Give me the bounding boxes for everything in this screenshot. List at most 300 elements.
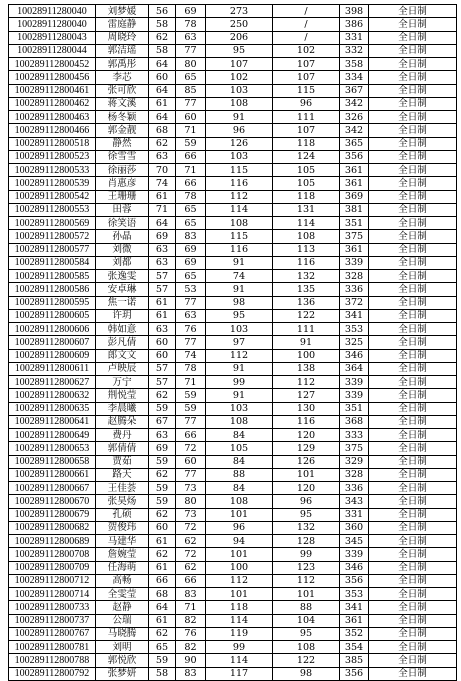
table-row	[9, 561, 457, 574]
candidate-id-cell: 100289112800689	[9, 535, 96, 548]
candidate-id-cell: 100289112800709	[9, 561, 96, 574]
subject-one-score-cell: 112	[206, 349, 273, 362]
table-row	[9, 71, 457, 84]
table-row	[9, 389, 457, 402]
subject-two-score-cell: /	[273, 5, 340, 18]
study-mode-cell: 全日制	[369, 124, 457, 137]
foreign-language-score-cell: 77	[176, 97, 206, 110]
total-score-cell: 341	[340, 601, 369, 614]
politics-score-cell: 58	[149, 44, 176, 57]
candidate-id-cell: 100289112800733	[9, 601, 96, 614]
subject-one-score-cell: 107	[206, 58, 273, 71]
subject-two-score-cell: 113	[273, 243, 340, 256]
name-cell: 贾茹	[96, 455, 149, 468]
candidate-id-cell: 100289112800456	[9, 71, 96, 84]
total-score-cell: 361	[340, 164, 369, 177]
name-cell: 贺俊玮	[96, 521, 149, 534]
name-cell: 郭倩倩	[96, 442, 149, 455]
candidate-id-cell: 10028911280040	[9, 18, 96, 31]
name-cell: 许玥	[96, 309, 149, 322]
candidate-id-cell: 100289112800586	[9, 283, 96, 296]
subject-two-score-cell: 99	[273, 548, 340, 561]
table-row	[9, 150, 457, 163]
name-cell: 雷庭静	[96, 18, 149, 31]
subject-one-score-cell: 91	[206, 389, 273, 402]
subject-two-score-cell: 128	[273, 535, 340, 548]
candidate-id-cell: 100289112800533	[9, 164, 96, 177]
table-row	[9, 164, 457, 177]
name-cell: 杨冬颖	[96, 111, 149, 124]
foreign-language-score-cell: 73	[176, 482, 206, 495]
subject-one-score-cell: 101	[206, 548, 273, 561]
politics-score-cell: 68	[149, 588, 176, 601]
candidate-id-cell: 100289112800553	[9, 203, 96, 216]
name-cell: 徐笑语	[96, 217, 149, 230]
total-score-cell: 358	[340, 58, 369, 71]
subject-two-score-cell: 105	[273, 177, 340, 190]
subject-one-score-cell: 103	[206, 150, 273, 163]
foreign-language-score-cell: 74	[176, 349, 206, 362]
subject-two-score-cell: 112	[273, 376, 340, 389]
politics-score-cell: 62	[149, 627, 176, 640]
candidate-id-cell: 10028911280043	[9, 31, 96, 44]
subject-two-score-cell: 124	[273, 150, 340, 163]
total-score-cell: 354	[340, 641, 369, 654]
candidate-id-cell: 100289112800609	[9, 349, 96, 362]
table-row	[9, 84, 457, 97]
foreign-language-score-cell: 72	[176, 548, 206, 561]
subject-two-score-cell: /	[273, 18, 340, 31]
foreign-language-score-cell: 60	[176, 455, 206, 468]
subject-one-score-cell: 101	[206, 508, 273, 521]
name-cell: 田蓉	[96, 203, 149, 216]
table-row	[9, 654, 457, 667]
politics-score-cell: 59	[149, 455, 176, 468]
subject-one-score-cell: 88	[206, 468, 273, 481]
politics-score-cell: 70	[149, 164, 176, 177]
foreign-language-score-cell: 59	[176, 137, 206, 150]
subject-two-score-cell: 116	[273, 415, 340, 428]
foreign-language-score-cell: 77	[176, 44, 206, 57]
study-mode-cell: 全日制	[369, 270, 457, 283]
study-mode-cell: 全日制	[369, 455, 457, 468]
candidate-id-cell: 100289112800641	[9, 415, 96, 428]
total-score-cell: 339	[340, 548, 369, 561]
table-row	[9, 336, 457, 349]
total-score-cell: 334	[340, 71, 369, 84]
study-mode-cell: 全日制	[369, 521, 457, 534]
candidate-id-cell: 100289112800788	[9, 654, 96, 667]
subject-one-score-cell: 115	[206, 164, 273, 177]
subject-one-score-cell: 99	[206, 376, 273, 389]
name-cell: 刘都	[96, 256, 149, 269]
foreign-language-score-cell: 65	[176, 71, 206, 84]
subject-one-score-cell: 112	[206, 574, 273, 587]
study-mode-cell: 全日制	[369, 5, 457, 18]
subject-one-score-cell: 101	[206, 588, 273, 601]
subject-two-score-cell: 122	[273, 309, 340, 322]
study-mode-cell: 全日制	[369, 177, 457, 190]
foreign-language-score-cell: 65	[176, 270, 206, 283]
study-mode-cell: 全日制	[369, 336, 457, 349]
politics-score-cell: 64	[149, 217, 176, 230]
table-row	[9, 137, 457, 150]
table-row	[9, 31, 457, 44]
study-mode-cell: 全日制	[369, 256, 457, 269]
study-mode-cell: 全日制	[369, 84, 457, 97]
candidate-id-cell: 100289112800679	[9, 508, 96, 521]
subject-one-score-cell: 119	[206, 627, 273, 640]
foreign-language-score-cell: 63	[176, 309, 206, 322]
table-row	[9, 667, 457, 680]
subject-two-score-cell: 95	[273, 627, 340, 640]
total-score-cell: 342	[340, 124, 369, 137]
candidate-id-cell: 100289112800569	[9, 217, 96, 230]
subject-two-score-cell: /	[273, 31, 340, 44]
name-cell: 蒋文溪	[96, 97, 149, 110]
foreign-language-score-cell: 62	[176, 535, 206, 548]
subject-two-score-cell: 96	[273, 97, 340, 110]
total-score-cell: 343	[340, 495, 369, 508]
foreign-language-score-cell: 66	[176, 574, 206, 587]
study-mode-cell: 全日制	[369, 627, 457, 640]
subject-two-score-cell: 127	[273, 389, 340, 402]
study-mode-cell: 全日制	[369, 495, 457, 508]
study-mode-cell: 全日制	[369, 429, 457, 442]
subject-one-score-cell: 94	[206, 535, 273, 548]
politics-score-cell: 66	[149, 574, 176, 587]
subject-two-score-cell: 105	[273, 164, 340, 177]
candidate-id-cell: 100289112800605	[9, 309, 96, 322]
candidate-id-cell: 100289112800607	[9, 336, 96, 349]
total-score-cell: 329	[340, 455, 369, 468]
subject-one-score-cell: 103	[206, 323, 273, 336]
name-cell: 王珊珊	[96, 190, 149, 203]
politics-score-cell: 61	[149, 535, 176, 548]
politics-score-cell: 59	[149, 654, 176, 667]
study-mode-cell: 全日制	[369, 415, 457, 428]
subject-two-score-cell: 130	[273, 402, 340, 415]
total-score-cell: 328	[340, 270, 369, 283]
table-row	[9, 402, 457, 415]
subject-two-score-cell: 101	[273, 588, 340, 601]
name-cell: 张可欣	[96, 84, 149, 97]
total-score-cell: 328	[340, 468, 369, 481]
table-row	[9, 521, 457, 534]
politics-score-cell: 61	[149, 309, 176, 322]
subject-two-score-cell: 96	[273, 495, 340, 508]
subject-one-score-cell: 99	[206, 641, 273, 654]
table-row	[9, 217, 457, 230]
subject-one-score-cell: 74	[206, 270, 273, 283]
subject-one-score-cell: 95	[206, 309, 273, 322]
subject-two-score-cell: 107	[273, 124, 340, 137]
study-mode-cell: 全日制	[369, 601, 457, 614]
name-cell: 全雯莹	[96, 588, 149, 601]
name-cell: 郭金靓	[96, 124, 149, 137]
subject-two-score-cell: 108	[273, 641, 340, 654]
name-cell: 张梦妍	[96, 667, 149, 680]
politics-score-cell: 57	[149, 376, 176, 389]
foreign-language-score-cell: 73	[176, 508, 206, 521]
study-mode-cell: 全日制	[369, 137, 457, 150]
candidate-id-cell: 100289112800635	[9, 402, 96, 415]
politics-score-cell: 63	[149, 243, 176, 256]
study-mode-cell: 全日制	[369, 548, 457, 561]
subject-one-score-cell: 102	[206, 71, 273, 84]
table-row	[9, 124, 457, 137]
score-table-body	[9, 5, 457, 681]
candidate-id-cell: 100289112800792	[9, 667, 96, 680]
foreign-language-score-cell: 53	[176, 283, 206, 296]
subject-two-score-cell: 112	[273, 574, 340, 587]
subject-two-score-cell: 120	[273, 429, 340, 442]
total-score-cell: 368	[340, 415, 369, 428]
name-cell: 李晨曦	[96, 402, 149, 415]
study-mode-cell: 全日制	[369, 535, 457, 548]
candidate-id-cell: 100289112800577	[9, 243, 96, 256]
subject-two-score-cell: 135	[273, 283, 340, 296]
candidate-id-cell: 100289112800737	[9, 614, 96, 627]
study-mode-cell: 全日制	[369, 309, 457, 322]
candidate-id-cell: 100289112800708	[9, 548, 96, 561]
table-row	[9, 574, 457, 587]
table-row	[9, 283, 457, 296]
foreign-language-score-cell: 60	[176, 111, 206, 124]
subject-two-score-cell: 116	[273, 256, 340, 269]
candidate-id-cell: 100289112800682	[9, 521, 96, 534]
total-score-cell: 365	[340, 137, 369, 150]
subject-one-score-cell: 96	[206, 124, 273, 137]
subject-one-score-cell: 116	[206, 243, 273, 256]
table-row	[9, 230, 457, 243]
subject-one-score-cell: 112	[206, 190, 273, 203]
candidate-id-cell: 100289112800653	[9, 442, 96, 455]
candidate-id-cell: 100289112800466	[9, 124, 96, 137]
candidate-id-cell: 100289112800584	[9, 256, 96, 269]
subject-two-score-cell: 115	[273, 84, 340, 97]
study-mode-cell: 全日制	[369, 574, 457, 587]
table-row	[9, 455, 457, 468]
total-score-cell: 353	[340, 323, 369, 336]
subject-two-score-cell: 122	[273, 654, 340, 667]
foreign-language-score-cell: 83	[176, 588, 206, 601]
table-row	[9, 495, 457, 508]
table-row	[9, 429, 457, 442]
politics-score-cell: 64	[149, 111, 176, 124]
study-mode-cell: 全日制	[369, 442, 457, 455]
subject-one-score-cell: 116	[206, 177, 273, 190]
total-score-cell: 356	[340, 667, 369, 680]
study-mode-cell: 全日制	[369, 190, 457, 203]
subject-two-score-cell: 104	[273, 614, 340, 627]
politics-score-cell: 58	[149, 667, 176, 680]
total-score-cell: 336	[340, 283, 369, 296]
subject-one-score-cell: 84	[206, 455, 273, 468]
foreign-language-score-cell: 69	[176, 5, 206, 18]
table-row	[9, 18, 457, 31]
politics-score-cell: 69	[149, 442, 176, 455]
subject-one-score-cell: 108	[206, 97, 273, 110]
candidate-id-cell: 100289112800542	[9, 190, 96, 203]
total-score-cell: 351	[340, 217, 369, 230]
candidate-id-cell: 100289112800714	[9, 588, 96, 601]
study-mode-cell: 全日制	[369, 482, 457, 495]
total-score-cell: 361	[340, 243, 369, 256]
politics-score-cell: 63	[149, 429, 176, 442]
subject-two-score-cell: 101	[273, 468, 340, 481]
foreign-language-score-cell: 78	[176, 362, 206, 375]
foreign-language-score-cell: 77	[176, 415, 206, 428]
table-row	[9, 203, 457, 216]
politics-score-cell: 63	[149, 323, 176, 336]
table-row	[9, 58, 457, 71]
politics-score-cell: 59	[149, 495, 176, 508]
subject-two-score-cell: 118	[273, 137, 340, 150]
candidate-id-cell: 100289112800632	[9, 389, 96, 402]
subject-one-score-cell: 118	[206, 601, 273, 614]
foreign-language-score-cell: 59	[176, 389, 206, 402]
subject-two-score-cell: 107	[273, 58, 340, 71]
foreign-language-score-cell: 82	[176, 614, 206, 627]
politics-score-cell: 60	[149, 336, 176, 349]
name-cell: 周晓玲	[96, 31, 149, 44]
candidate-id-cell: 10028911280044	[9, 44, 96, 57]
foreign-language-score-cell: 69	[176, 256, 206, 269]
politics-score-cell: 59	[149, 482, 176, 495]
politics-score-cell: 57	[149, 270, 176, 283]
subject-one-score-cell: 250	[206, 18, 273, 31]
candidate-id-cell: 100289112800606	[9, 323, 96, 336]
subject-one-score-cell: 105	[206, 442, 273, 455]
name-cell: 詹婉莹	[96, 548, 149, 561]
name-cell: 高畅	[96, 574, 149, 587]
foreign-language-score-cell: 66	[176, 150, 206, 163]
table-row	[9, 627, 457, 640]
name-cell: 徐雪雪	[96, 150, 149, 163]
subject-two-score-cell: 102	[273, 44, 340, 57]
table-row	[9, 256, 457, 269]
politics-score-cell: 56	[149, 5, 176, 18]
politics-score-cell: 61	[149, 614, 176, 627]
subject-one-score-cell: 126	[206, 137, 273, 150]
subject-two-score-cell: 118	[273, 190, 340, 203]
candidate-id-cell: 100289112800462	[9, 97, 96, 110]
subject-one-score-cell: 103	[206, 84, 273, 97]
total-score-cell: 339	[340, 256, 369, 269]
study-mode-cell: 全日制	[369, 230, 457, 243]
name-cell: 徐丽莎	[96, 164, 149, 177]
politics-score-cell: 74	[149, 177, 176, 190]
subject-one-score-cell: 117	[206, 667, 273, 680]
foreign-language-score-cell: 66	[176, 429, 206, 442]
total-score-cell: 398	[340, 5, 369, 18]
total-score-cell: 361	[340, 614, 369, 627]
total-score-cell: 385	[340, 654, 369, 667]
table-row	[9, 243, 457, 256]
subject-one-score-cell: 273	[206, 5, 273, 18]
study-mode-cell: 全日制	[369, 588, 457, 601]
subject-one-score-cell: 95	[206, 44, 273, 57]
foreign-language-score-cell: 59	[176, 402, 206, 415]
foreign-language-score-cell: 77	[176, 336, 206, 349]
table-row	[9, 177, 457, 190]
total-score-cell: 346	[340, 349, 369, 362]
politics-score-cell: 60	[149, 349, 176, 362]
politics-score-cell: 58	[149, 18, 176, 31]
subject-one-score-cell: 206	[206, 31, 273, 44]
candidate-id-cell: 100289112800523	[9, 150, 96, 163]
name-cell: 任海萌	[96, 561, 149, 574]
name-cell: 静然	[96, 137, 149, 150]
politics-score-cell: 61	[149, 561, 176, 574]
name-cell: 刘明	[96, 641, 149, 654]
name-cell: 马晓腾	[96, 627, 149, 640]
study-mode-cell: 全日制	[369, 150, 457, 163]
candidate-id-cell: 100289112800518	[9, 137, 96, 150]
candidate-id-cell: 100289112800661	[9, 468, 96, 481]
politics-score-cell: 61	[149, 296, 176, 309]
total-score-cell: 381	[340, 203, 369, 216]
subject-two-score-cell: 100	[273, 349, 340, 362]
table-row	[9, 548, 457, 561]
politics-score-cell: 62	[149, 468, 176, 481]
total-score-cell: 339	[340, 376, 369, 389]
politics-score-cell: 63	[149, 150, 176, 163]
foreign-language-score-cell: 69	[176, 243, 206, 256]
total-score-cell: 339	[340, 389, 369, 402]
table-row	[9, 97, 457, 110]
politics-score-cell: 60	[149, 521, 176, 534]
candidate-id-cell: 100289112800539	[9, 177, 96, 190]
foreign-language-score-cell: 82	[176, 641, 206, 654]
total-score-cell: 361	[340, 177, 369, 190]
total-score-cell: 331	[340, 508, 369, 521]
subject-one-score-cell: 114	[206, 203, 273, 216]
foreign-language-score-cell: 76	[176, 323, 206, 336]
candidate-id-cell: 100289112800452	[9, 58, 96, 71]
name-cell: 万宁	[96, 376, 149, 389]
study-mode-cell: 全日制	[369, 614, 457, 627]
name-cell: 韩如意	[96, 323, 149, 336]
study-mode-cell: 全日制	[369, 654, 457, 667]
study-mode-cell: 全日制	[369, 389, 457, 402]
subject-two-score-cell: 129	[273, 442, 340, 455]
subject-two-score-cell: 136	[273, 296, 340, 309]
foreign-language-score-cell: 71	[176, 164, 206, 177]
name-cell: 刘梦媛	[96, 5, 149, 18]
study-mode-cell: 全日制	[369, 31, 457, 44]
politics-score-cell: 61	[149, 97, 176, 110]
foreign-language-score-cell: 77	[176, 296, 206, 309]
foreign-language-score-cell: 85	[176, 84, 206, 97]
table-row	[9, 111, 457, 124]
name-cell: 李芯	[96, 71, 149, 84]
total-score-cell: 345	[340, 535, 369, 548]
candidate-id-cell: 100289112800649	[9, 429, 96, 442]
subject-one-score-cell: 91	[206, 283, 273, 296]
candidate-id-cell: 10028911280040	[9, 5, 96, 18]
table-row	[9, 641, 457, 654]
foreign-language-score-cell: 83	[176, 667, 206, 680]
foreign-language-score-cell: 63	[176, 31, 206, 44]
study-mode-cell: 全日制	[369, 97, 457, 110]
politics-score-cell: 65	[149, 641, 176, 654]
study-mode-cell: 全日制	[369, 468, 457, 481]
table-row	[9, 482, 457, 495]
subject-one-score-cell: 114	[206, 614, 273, 627]
politics-score-cell: 62	[149, 548, 176, 561]
